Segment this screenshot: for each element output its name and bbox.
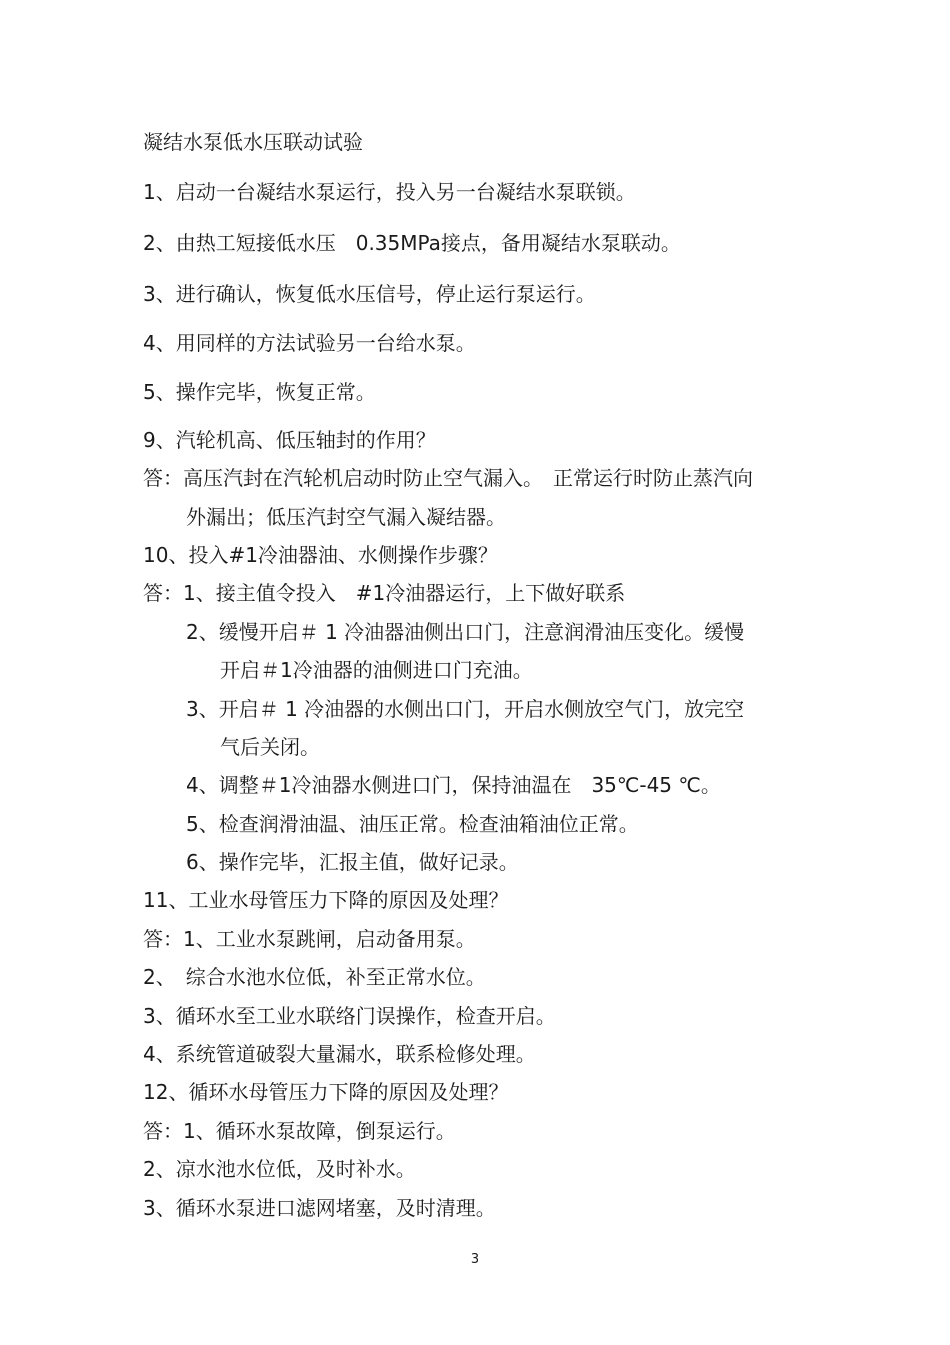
answer-step: 2、 综合水池水位低，补至正常水位。 — [143, 965, 486, 989]
answer-step: 6、操作完毕，汇报主值，做好记录。 — [186, 850, 519, 874]
answer-step: 2、缓慢开启＃ 1 冷油器油侧出口门，注意润滑油压变化。缓慢 — [186, 620, 745, 644]
answer-step: 3、循环水至工业水联络门误操作，检查开启。 — [143, 1004, 556, 1028]
answer-continuation: 开启＃1冷油器的油侧进口门充油。 — [220, 658, 533, 682]
answer-line: 答：1、工业水泵跳闸，启动备用泵。 — [143, 927, 476, 951]
answer-step: 2、凉水池水位低，及时补水。 — [143, 1157, 416, 1181]
answer-line: 答：1、接主值令投入 #1冷油器运行，上下做好联系 — [143, 581, 626, 605]
answer-continuation: 外漏出；低压汽封空气漏入凝结器。 — [186, 505, 506, 529]
answer-line: 答：高压汽封在汽轮机启动时防止空气漏入。 正常运行时防止蒸汽向 — [143, 466, 753, 490]
question-heading: 10、投入#1冷油器油、水侧操作步骤？ — [143, 543, 498, 567]
answer-line: 答：1、循环水泵故障，倒泵运行。 — [143, 1119, 456, 1143]
answer-step: 3、循环水泵进口滤网堵塞，及时清理。 — [143, 1196, 496, 1220]
text-line: 1、启动一台凝结水泵运行，投入另一台凝结水泵联锁。 — [143, 180, 636, 204]
question-heading: 9、汽轮机高、低压轴封的作用？ — [143, 428, 436, 452]
text-line: 5、操作完毕，恢复正常。 — [143, 380, 376, 404]
text-line: 2、由热工短接低水压 0.35MPa接点，备用凝结水泵联动。 — [143, 231, 681, 255]
question-heading: 11、工业水母管压力下降的原因及处理？ — [143, 888, 509, 912]
answer-continuation: 气后关闭。 — [220, 735, 320, 759]
page-number: 3 — [470, 1252, 480, 1267]
text-line: 3、进行确认，恢复低水压信号，停止运行泵运行。 — [143, 282, 596, 306]
answer-step: 4、系统管道破裂大量漏水，联系检修处理。 — [143, 1042, 536, 1066]
answer-step: 3、开启＃ 1 冷油器的水侧出口门，开启水侧放空气门，放完空 — [186, 697, 745, 721]
answer-step: 4、调整＃1冷油器水侧进口门，保持油温在 35℃-45 ℃。 — [186, 773, 721, 797]
question-heading: 12、循环水母管压力下降的原因及处理？ — [143, 1080, 509, 1104]
text-line: 4、用同样的方法试验另一台给水泵。 — [143, 331, 476, 355]
section-title: 凝结水泵低水压联动试验 — [143, 130, 363, 154]
answer-step: 5、检查润滑油温、油压正常。检查油箱油位正常。 — [186, 812, 639, 836]
